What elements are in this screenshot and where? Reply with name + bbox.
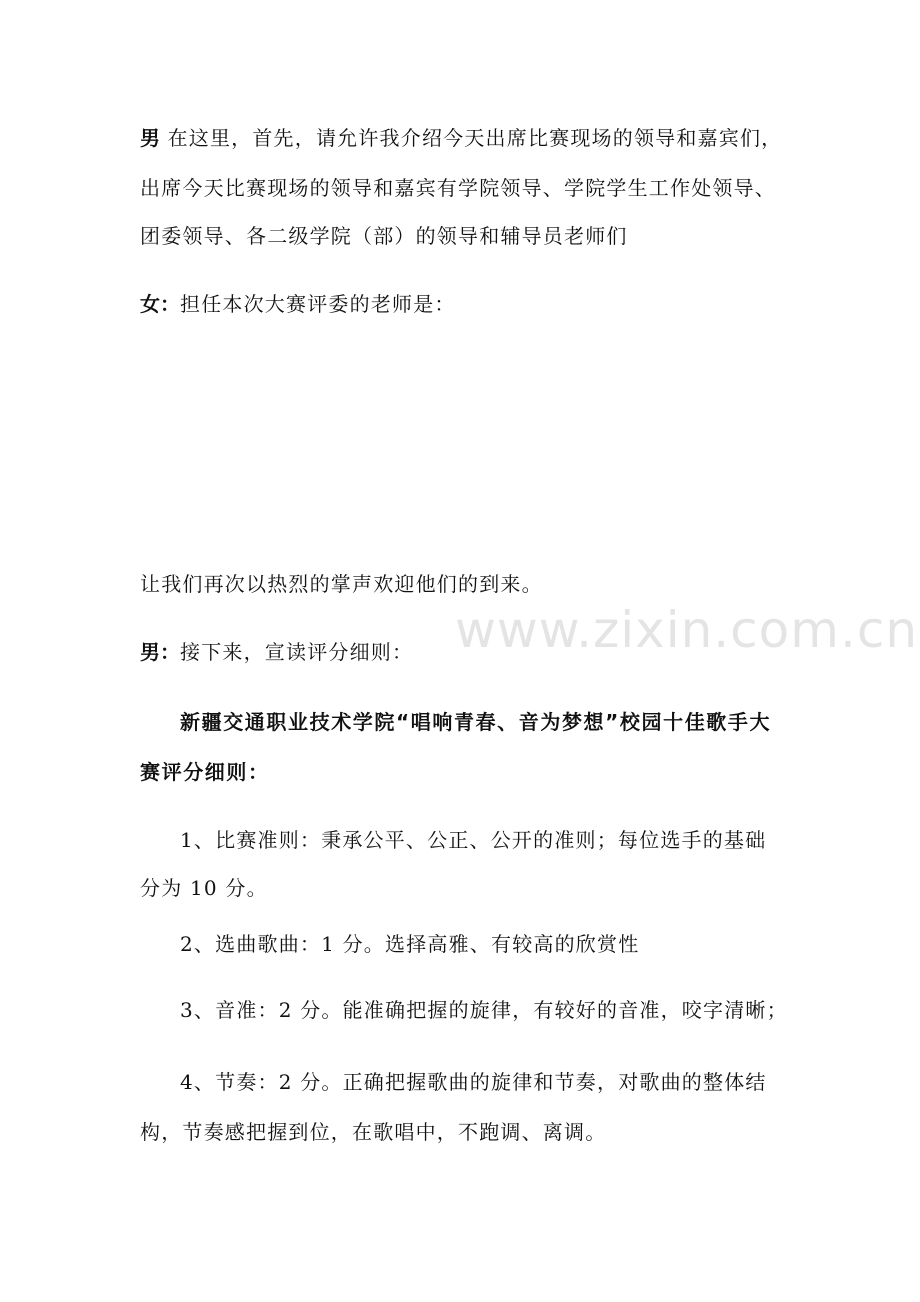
paragraph-judges (140, 292, 785, 316)
intro-text-1: 在这里，首先，请允许我介绍今天出席比赛现场的领导和嘉宾们， (167, 126, 783, 150)
rule-item-2: 2、选曲歌曲：1 分。选择高雅、有较高的欣赏性 (180, 932, 640, 956)
speaker-female: 女： (140, 292, 180, 316)
watermark: www.zixin.com.cn (455, 601, 919, 659)
rule-item-4-line-2: 构，节奏感把握到位，在歌唱中，不跑调、离调。 (140, 1120, 607, 1144)
rule-item-3: 3、音准：2 分。能准确把握的旋律，有较好的音准，咬字清晰； (180, 998, 788, 1022)
paragraph-intro-line-2: 出席今天比赛现场的领导和嘉宾有学院领导、学院学生工作处领导、 (140, 176, 776, 200)
speaker-male: 男 (140, 126, 160, 150)
paragraph-intro-line-1 (140, 126, 785, 150)
paragraph-welcome: 让我们再次以热烈的掌声欢迎他们的到来。 (140, 572, 543, 596)
rule-item-1-line-2: 分为 10 分。 (140, 876, 268, 900)
paragraph-intro-line-3: 团委领导、各二级学院（部）的领导和辅导员老师们 (140, 224, 628, 248)
rule-item-1-line-1: 1、比赛准则：秉承公平、公正、公开的准则；每位选手的基础 (180, 828, 767, 852)
rule-item-4-line-1: 4、节奏：2 分。正确把握歌曲的旋律和节奏，对歌曲的整体结 (180, 1070, 767, 1094)
speaker-male: 男： (140, 640, 180, 664)
rules-intro-text: 接下来，宣读评分细则： (180, 640, 414, 664)
judges-text: 担任本次大赛评委的老师是： (180, 292, 456, 316)
rules-title-line-2: 赛评分细则： (140, 760, 270, 784)
rules-title-line-1: 新疆交通职业技术学院“唱响青春、音为梦想”校园十佳歌手大 (180, 710, 772, 734)
